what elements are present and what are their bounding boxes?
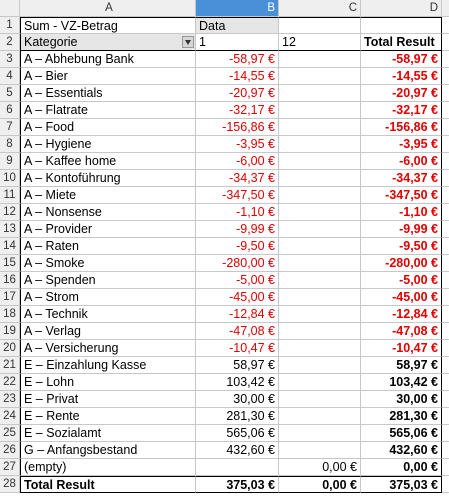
row-header[interactable]: 2	[0, 34, 20, 51]
row-total-cell[interactable]: -10,47 €	[361, 340, 442, 357]
value-cell[interactable]	[279, 391, 361, 408]
value-cell[interactable]: -58,97 €	[196, 51, 279, 68]
row-total-cell[interactable]: 432,60 €	[361, 442, 442, 459]
column-header-d[interactable]: D	[361, 0, 442, 17]
row-total-cell[interactable]: 565,06 €	[361, 425, 442, 442]
cell[interactable]	[442, 170, 449, 187]
column-header-a[interactable]: A	[20, 0, 196, 17]
cell[interactable]	[442, 476, 449, 493]
value-cell[interactable]: -9,50 €	[196, 238, 279, 255]
value-cell[interactable]: -32,17 €	[196, 102, 279, 119]
value-cell[interactable]: -12,84 €	[196, 306, 279, 323]
row-header[interactable]: 5	[0, 85, 20, 102]
cell[interactable]	[442, 357, 449, 374]
row-total-cell[interactable]: -58,97 €	[361, 51, 442, 68]
cell[interactable]	[442, 391, 449, 408]
table-row	[0, 170, 449, 187]
value-cell[interactable]: 103,42 €	[196, 374, 279, 391]
value-cell[interactable]: -47,08 €	[196, 323, 279, 340]
pivot-column-field-button[interactable]: Data	[196, 17, 279, 34]
value-cell[interactable]	[279, 408, 361, 425]
table-row	[0, 68, 449, 85]
row-header[interactable]: 12	[0, 204, 20, 221]
table-row	[0, 408, 449, 425]
row-header[interactable]: 16	[0, 272, 20, 289]
row-total-cell[interactable]: -9,99 €	[361, 221, 442, 238]
cell[interactable]	[361, 17, 442, 34]
filter-dropdown-icon[interactable]	[182, 36, 194, 48]
row-total-cell[interactable]: 0,00 €	[361, 459, 442, 476]
row-header[interactable]: 19	[0, 323, 20, 340]
row-header[interactable]: 4	[0, 68, 20, 85]
table-row	[0, 102, 449, 119]
cell[interactable]	[442, 204, 449, 221]
table-row	[0, 340, 449, 357]
cell[interactable]	[442, 289, 449, 306]
category-cell[interactable]: A – Verlag	[20, 323, 196, 340]
row-header[interactable]: 26	[0, 442, 20, 459]
row-total-cell[interactable]: -14,55 €	[361, 68, 442, 85]
grand-total-value[interactable]: 375,03 €	[361, 476, 442, 493]
cell[interactable]	[442, 272, 449, 289]
row-header[interactable]: 25	[0, 425, 20, 442]
row-header[interactable]: 22	[0, 374, 20, 391]
pivot-data-field-label[interactable]: Sum - VZ-Betrag	[20, 17, 196, 34]
cell[interactable]	[442, 187, 449, 204]
row-total-cell[interactable]: 281,30 €	[361, 408, 442, 425]
value-cell[interactable]: -34,37 €	[196, 170, 279, 187]
row-total-cell[interactable]: -280,00 €	[361, 255, 442, 272]
row-header[interactable]: 18	[0, 306, 20, 323]
cell[interactable]	[442, 442, 449, 459]
value-cell[interactable]	[279, 255, 361, 272]
table-row	[0, 323, 449, 340]
table-row	[0, 374, 449, 391]
category-cell[interactable]: A – Bier	[20, 68, 196, 85]
column-field-value[interactable]: 1	[196, 34, 279, 51]
table-row	[0, 119, 449, 136]
table-row	[0, 238, 449, 255]
category-cell[interactable]: A – Technik	[20, 306, 196, 323]
cell[interactable]	[442, 255, 449, 272]
row-header[interactable]: 17	[0, 289, 20, 306]
category-cell[interactable]: A – Nonsense	[20, 204, 196, 221]
cell[interactable]	[442, 102, 449, 119]
value-cell[interactable]	[279, 374, 361, 391]
value-cell[interactable]: -156,86 €	[196, 119, 279, 136]
row-header[interactable]: 24	[0, 408, 20, 425]
category-cell[interactable]: A – Raten	[20, 238, 196, 255]
column-field-value[interactable]: 12	[279, 34, 361, 51]
category-cell[interactable]: (empty)	[20, 459, 196, 476]
cell[interactable]	[442, 306, 449, 323]
row-total-cell[interactable]: -156,86 €	[361, 119, 442, 136]
value-cell[interactable]	[279, 119, 361, 136]
column-header-row	[0, 0, 449, 17]
row-total-cell[interactable]: -47,08 €	[361, 323, 442, 340]
category-cell[interactable]: E – Lohn	[20, 374, 196, 391]
value-cell[interactable]	[279, 425, 361, 442]
row-total-cell[interactable]: -1,10 €	[361, 204, 442, 221]
value-cell[interactable]: -347,50 €	[196, 187, 279, 204]
value-cell[interactable]: 30,00 €	[196, 391, 279, 408]
row-header[interactable]: 6	[0, 102, 20, 119]
table-row	[0, 459, 449, 476]
category-cell[interactable]: A – Kontoführung	[20, 170, 196, 187]
table-row	[0, 85, 449, 102]
cell[interactable]	[442, 119, 449, 136]
category-cell[interactable]: A – Kaffee home	[20, 153, 196, 170]
value-cell[interactable]	[279, 357, 361, 374]
row-header[interactable]: 21	[0, 357, 20, 374]
row-header[interactable]: 13	[0, 221, 20, 238]
pivot-row-field-button[interactable]	[20, 34, 196, 51]
total-result-header[interactable]: Total Result	[361, 34, 442, 51]
cell[interactable]	[442, 153, 449, 170]
row-total-cell[interactable]: 30,00 €	[361, 391, 442, 408]
value-cell[interactable]: -3,95 €	[196, 136, 279, 153]
value-cell[interactable]	[279, 238, 361, 255]
cell[interactable]	[442, 68, 449, 85]
total-result-label[interactable]: Total Result	[20, 476, 196, 493]
table-row	[0, 442, 449, 459]
table-row	[0, 136, 449, 153]
column-header-e[interactable]	[442, 0, 449, 17]
value-cell[interactable]	[279, 442, 361, 459]
value-cell[interactable]: 432,60 €	[196, 442, 279, 459]
value-cell[interactable]: -10,47 €	[196, 340, 279, 357]
select-all-corner[interactable]	[0, 0, 20, 17]
table-row	[0, 204, 449, 221]
row-total-cell[interactable]: -347,50 €	[361, 187, 442, 204]
category-cell[interactable]: A – Strom	[20, 289, 196, 306]
cell[interactable]	[442, 340, 449, 357]
row-header[interactable]: 27	[0, 459, 20, 476]
row-header[interactable]: 15	[0, 255, 20, 272]
row-total-cell[interactable]: -3,95 €	[361, 136, 442, 153]
row-total-cell[interactable]: -45,00 €	[361, 289, 442, 306]
value-cell[interactable]: -14,55 €	[196, 68, 279, 85]
row-total-cell[interactable]: 103,42 €	[361, 374, 442, 391]
category-cell[interactable]: A – Essentials	[20, 85, 196, 102]
value-cell[interactable]	[279, 323, 361, 340]
row-header[interactable]: 3	[0, 51, 20, 68]
value-cell[interactable]	[279, 340, 361, 357]
value-cell[interactable]: 0,00 €	[279, 459, 361, 476]
column-header-b[interactable]: B	[196, 0, 279, 17]
row-header[interactable]: 7	[0, 119, 20, 136]
table-row	[0, 153, 449, 170]
value-cell[interactable]	[196, 459, 279, 476]
cell[interactable]	[442, 459, 449, 476]
total-row	[0, 476, 449, 493]
category-cell[interactable]: A – Versicherung	[20, 340, 196, 357]
value-cell[interactable]	[279, 136, 361, 153]
category-cell[interactable]: A – Hygiene	[20, 136, 196, 153]
value-cell[interactable]: -45,00 €	[196, 289, 279, 306]
row-total-cell[interactable]: -6,00 €	[361, 153, 442, 170]
cell[interactable]	[442, 408, 449, 425]
row-total-cell[interactable]: -20,97 €	[361, 85, 442, 102]
category-cell[interactable]: G – Anfangsbestand	[20, 442, 196, 459]
total-value[interactable]: 375,03 €	[196, 476, 279, 493]
row-header[interactable]: 11	[0, 187, 20, 204]
row-header[interactable]: 20	[0, 340, 20, 357]
value-cell[interactable]	[279, 306, 361, 323]
table-row	[0, 221, 449, 238]
value-cell[interactable]	[279, 68, 361, 85]
cell[interactable]	[279, 17, 361, 34]
table-row	[0, 187, 449, 204]
value-cell[interactable]: 281,30 €	[196, 408, 279, 425]
value-cell[interactable]: 58,97 €	[196, 357, 279, 374]
row-total-cell[interactable]: 58,97 €	[361, 357, 442, 374]
value-cell[interactable]: -20,97 €	[196, 85, 279, 102]
total-value[interactable]: 0,00 €	[279, 476, 361, 493]
value-cell[interactable]	[279, 51, 361, 68]
row-total-cell[interactable]: -32,17 €	[361, 102, 442, 119]
category-cell[interactable]: E – Einzahlung Kasse	[20, 357, 196, 374]
value-cell[interactable]	[279, 187, 361, 204]
cell[interactable]	[442, 323, 449, 340]
category-cell[interactable]: E – Privat	[20, 391, 196, 408]
row-header[interactable]: 23	[0, 391, 20, 408]
value-cell[interactable]	[279, 170, 361, 187]
cell[interactable]	[442, 238, 449, 255]
row-total-cell[interactable]: -9,50 €	[361, 238, 442, 255]
category-cell[interactable]: A – Miete	[20, 187, 196, 204]
value-cell[interactable]: -1,10 €	[196, 204, 279, 221]
table-row	[0, 425, 449, 442]
category-cell[interactable]: A – Flatrate	[20, 102, 196, 119]
pivot-row-field-label: Kategorie	[24, 35, 78, 49]
table-row	[0, 306, 449, 323]
cell[interactable]	[442, 17, 449, 34]
table-row	[0, 357, 449, 374]
column-header-c[interactable]: C	[279, 0, 361, 17]
table-row	[0, 289, 449, 306]
value-cell[interactable]: -5,00 €	[196, 272, 279, 289]
table-row	[0, 255, 449, 272]
cell[interactable]	[442, 85, 449, 102]
category-cell[interactable]: A – Abhebung Bank	[20, 51, 196, 68]
value-cell[interactable]	[279, 102, 361, 119]
value-cell[interactable]: -6,00 €	[196, 153, 279, 170]
cell[interactable]	[442, 221, 449, 238]
row-header[interactable]: 8	[0, 136, 20, 153]
row-header[interactable]: 28	[0, 476, 20, 493]
table-row	[0, 272, 449, 289]
value-cell[interactable]	[279, 221, 361, 238]
row-header[interactable]: 14	[0, 238, 20, 255]
value-cell[interactable]: -9,99 €	[196, 221, 279, 238]
value-cell[interactable]	[279, 289, 361, 306]
category-cell[interactable]: A – Provider	[20, 221, 196, 238]
sheet-row	[0, 34, 449, 51]
row-header[interactable]: 10	[0, 170, 20, 187]
value-cell[interactable]: -280,00 €	[196, 255, 279, 272]
value-cell[interactable]	[279, 272, 361, 289]
cell[interactable]	[442, 374, 449, 391]
row-header[interactable]: 9	[0, 153, 20, 170]
value-cell[interactable]	[279, 204, 361, 221]
category-cell[interactable]: E – Rente	[20, 408, 196, 425]
cell[interactable]	[442, 34, 449, 51]
table-row	[0, 391, 449, 408]
row-total-cell[interactable]: -12,84 €	[361, 306, 442, 323]
value-cell[interactable]	[279, 85, 361, 102]
row-total-cell[interactable]: -5,00 €	[361, 272, 442, 289]
category-cell[interactable]: A – Smoke	[20, 255, 196, 272]
table-row	[0, 51, 449, 68]
row-total-cell[interactable]: -34,37 €	[361, 170, 442, 187]
cell[interactable]	[442, 51, 449, 68]
row-header[interactable]: 1	[0, 17, 20, 34]
category-cell[interactable]: A – Spenden	[20, 272, 196, 289]
category-cell[interactable]: A – Food	[20, 119, 196, 136]
cell[interactable]	[442, 425, 449, 442]
value-cell[interactable]: 565,06 €	[196, 425, 279, 442]
sheet-row	[0, 17, 449, 34]
category-cell[interactable]: E – Sozialamt	[20, 425, 196, 442]
cell[interactable]	[442, 136, 449, 153]
value-cell[interactable]	[279, 153, 361, 170]
